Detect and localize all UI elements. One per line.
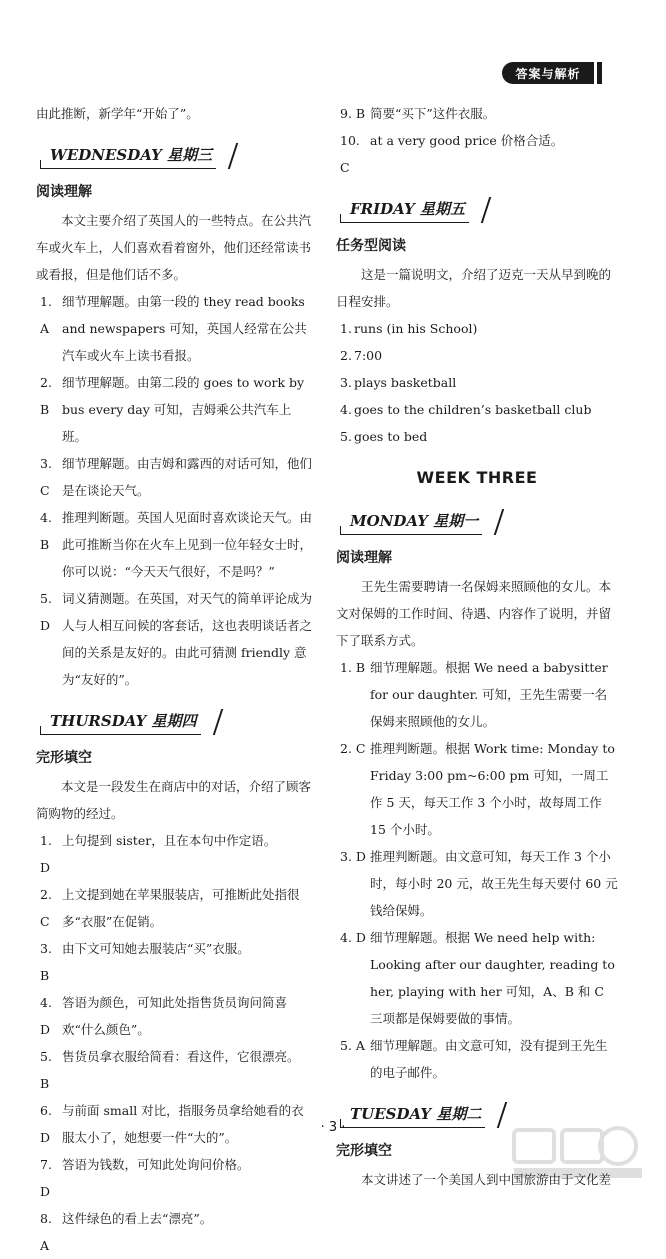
answer-item <box>36 585 316 693</box>
answer-list <box>336 315 618 450</box>
heading-hook-icon <box>340 214 349 223</box>
answer-text: 细节理解题。由第一段的 they read books and newspapers 可知，英国人经常在公共汽车或火车上读书看报。 <box>62 294 307 363</box>
watermark-logo-icon <box>508 1122 648 1184</box>
answer-number: 4. B <box>40 510 52 552</box>
answer-text: 上句提到 sister，且在本句中作定语。 <box>62 833 277 848</box>
answer-number: 4. <box>340 402 352 417</box>
section-title: 完形填空 <box>336 1143 392 1159</box>
section-header-tab: 答案与解析 <box>502 62 594 84</box>
left-column <box>36 100 316 1259</box>
section-title: 任务型阅读 <box>336 238 406 254</box>
answer-item <box>36 935 316 989</box>
answer-text: 与前面 small 对比，指服务员拿给她看的衣服太小了，她想要一件“大的”。 <box>62 1103 304 1145</box>
answer-item <box>336 843 618 924</box>
day-label: FRIDAY 星期五 <box>344 198 469 223</box>
answer-list <box>36 288 316 693</box>
answer-item <box>336 342 618 369</box>
answer-text: goes to bed <box>354 429 428 444</box>
answer-list <box>36 827 316 1259</box>
section-title: 阅读理解 <box>36 184 92 200</box>
heading-slash-icon <box>214 143 238 169</box>
heading-slash-icon <box>467 197 491 223</box>
day-label: THURSDAY 星期四 <box>44 710 201 735</box>
day-label: TUESDAY 星期二 <box>344 1103 485 1128</box>
day-heading-thursday <box>44 703 219 735</box>
answer-text: 推理判断题。根据 Work time: Monday to Friday 3:00 pm~6:00 pm 可知，一周工作 5 天，每天工作 3 个小时，故每周工作 15 个小时。 <box>370 741 615 837</box>
summary: 本文主要介绍了英国人的一些特点。在公共汽车或火车上，人们喜欢看着窗外，他们还经常读书或看报，但是他们话不多。 <box>36 213 312 282</box>
answer-text: 7:00 <box>354 348 383 363</box>
answer-item <box>336 100 618 127</box>
answer-item <box>336 423 618 450</box>
summary: 本文讲述了一个美国人到中国旅游由于文化差 <box>361 1172 612 1187</box>
answer-number: 8. A <box>40 1211 52 1253</box>
answer-list <box>336 654 618 1086</box>
answer-number: 5. B <box>40 1049 52 1091</box>
day-label: WEDNESDAY 星期三 <box>44 144 216 169</box>
answer-item <box>36 1151 316 1205</box>
answer-number: 2. C <box>40 887 52 929</box>
answer-number: 5. D <box>40 591 52 633</box>
heading-hook-icon <box>40 726 49 735</box>
heading-hook-icon <box>340 526 349 535</box>
answer-text: runs (in his School) <box>354 321 478 336</box>
answer-text: plays basketball <box>354 375 457 390</box>
answer-number: 2. B <box>40 375 52 417</box>
answer-number: 3. B <box>40 941 52 983</box>
answer-text: 细节理解题。根据 We need a babysitter for our daughter. 可知，王先生需要一名保姆来照顾他的女儿。 <box>370 660 608 729</box>
answer-number: 3. C <box>40 456 52 498</box>
answer-item <box>336 924 618 1032</box>
answer-text: 答语为颜色，可知此处指售货员询问简喜欢“什么颜色”。 <box>62 995 288 1037</box>
section-title: 完形填空 <box>36 750 92 766</box>
answer-list <box>336 100 618 181</box>
answer-text: 细节理解题。根据 We need help with: Looking after our daughter, reading to her, playing with her 可知，A、B 和 C 三项都是保姆要做的事情。 <box>370 930 615 1026</box>
answer-item <box>36 1205 316 1259</box>
answer-number: 5. A <box>340 1038 365 1053</box>
answer-number: 5. <box>340 429 352 444</box>
section-title: 阅读理解 <box>336 550 392 566</box>
summary: 这是一篇说明文，介绍了迈克一天从早到晚的日程安排。 <box>336 267 612 309</box>
answer-number: 6. D <box>40 1103 52 1145</box>
answer-text: 词义猜测题。在英国，对天气的简单评论成为人与人相互问候的客套话，这也表明谈话者之间的关系是友好的。由此可猜测 friendly 意为“友好的”。 <box>62 591 313 687</box>
answer-text: 由下文可知她去服装店“买”衣服。 <box>62 941 250 956</box>
answer-text: 细节理解题。由第二段的 goes to work by bus every day 可知，吉姆乘公共汽车上班。 <box>62 375 305 444</box>
answer-item <box>36 827 316 881</box>
answer-item <box>336 735 618 843</box>
day-heading-monday <box>344 503 500 535</box>
answer-item <box>36 989 316 1043</box>
answer-text: 上文提到她在苹果服装店，可推断此处指很多“衣服”在促销。 <box>62 887 300 929</box>
answer-number: 10. C <box>340 133 360 175</box>
answer-item <box>36 504 316 585</box>
answer-number: 2. <box>340 348 352 363</box>
answer-text: 细节理解题。由文意可知，没有提到王先生的电子邮件。 <box>370 1038 608 1080</box>
answer-text: 推理判断题。由文意可知，每天工作 3 个小时，每小时 20 元，故王先生每天要付 60 元钱给保姆。 <box>370 849 618 918</box>
answer-text: 细节理解题。由吉姆和露西的对话可知，他们是在谈论天气。 <box>62 456 313 498</box>
answer-number: 3. <box>340 375 352 390</box>
header-bar <box>597 62 602 84</box>
summary: 本文是一段发生在商店中的对话，介绍了顾客简购物的经过。 <box>36 779 312 821</box>
answer-number: 4. D <box>340 930 366 945</box>
answer-text: 简要“买下”这件衣服。 <box>370 106 496 121</box>
answer-number: 2. C <box>340 741 366 756</box>
answer-item <box>36 450 316 504</box>
answer-item <box>336 127 618 181</box>
heading-slash-icon <box>480 509 504 535</box>
answer-number: 1. B <box>340 660 366 675</box>
answer-text: 这件绿色的看上去“漂亮”。 <box>62 1211 213 1226</box>
answer-item <box>36 288 316 369</box>
day-heading-friday <box>344 191 487 223</box>
answer-item <box>336 654 618 735</box>
answer-item <box>36 1043 316 1097</box>
answer-item <box>336 315 618 342</box>
right-column <box>336 100 618 1193</box>
intro-text: 由此推断，新学年“开始了”。 <box>36 106 199 121</box>
answer-item <box>336 1032 618 1086</box>
answer-number: 1. D <box>40 833 52 875</box>
answer-text: goes to the children’s basketball club <box>354 402 592 417</box>
answer-item <box>36 369 316 450</box>
answer-number: 9. B <box>340 106 366 121</box>
answer-number: 1. <box>340 321 352 336</box>
answer-text: 答语为钱数，可知此处询问价格。 <box>62 1157 250 1172</box>
answer-text: at a very good price 价格合适。 <box>370 133 564 148</box>
answer-text: 售货员拿衣服给简看：看这件，它很漂亮。 <box>62 1049 300 1064</box>
heading-hook-icon <box>40 160 49 169</box>
page-number: · 3 · <box>320 1120 346 1135</box>
answer-number: 1. A <box>40 294 52 336</box>
answer-number: 4. D <box>40 995 52 1037</box>
day-label: MONDAY 星期一 <box>344 510 482 535</box>
heading-slash-icon <box>198 709 222 735</box>
answer-number: 7. D <box>40 1157 52 1199</box>
week-title: WEEK THREE <box>416 468 538 487</box>
summary: 王先生需要聘请一名保姆来照顾他的女儿。本文对保姆的工作时间、待遇、内容作了说明，并留下了联系方式。 <box>336 579 612 648</box>
answer-number: 3. D <box>340 849 366 864</box>
answer-item <box>336 369 618 396</box>
answer-text: 推理判断题。英国人见面时喜欢谈论天气。由此可推断当你在火车上见到一位年轻女士时，你可以说：“今天天气很好，不是吗？” <box>62 510 313 579</box>
day-heading-wednesday <box>44 137 234 169</box>
answer-item <box>336 396 618 423</box>
answer-item <box>36 881 316 935</box>
